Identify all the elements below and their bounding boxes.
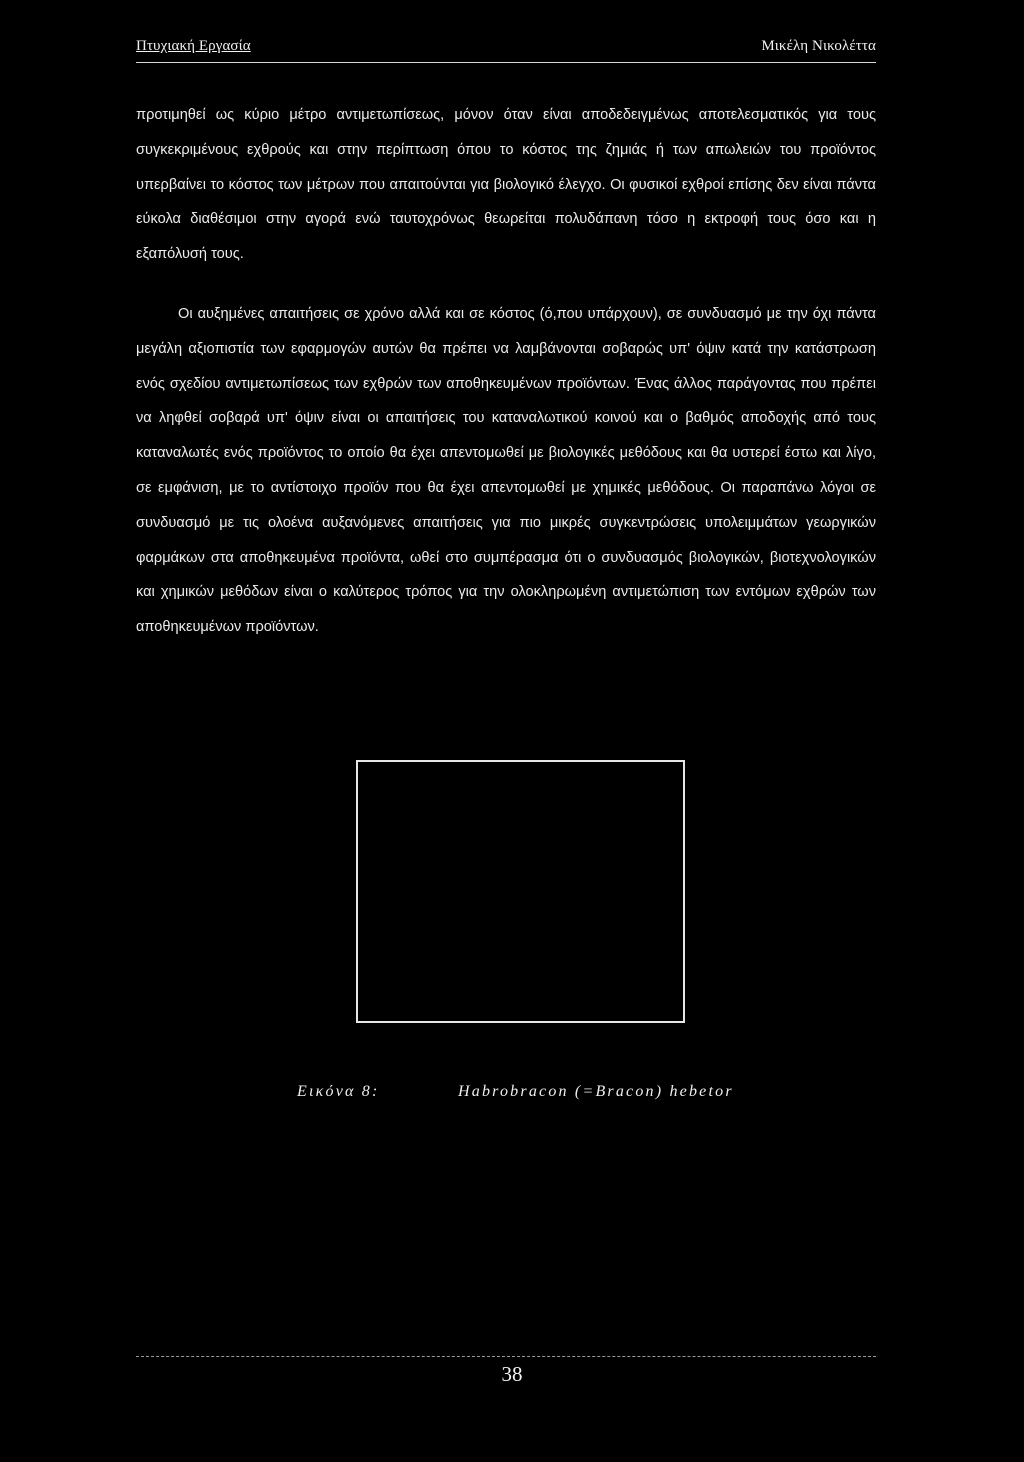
header-author: Μικέλη Νικολέττα: [761, 38, 876, 54]
header-thesis-title: Πτυχιακή Εργασία: [136, 38, 251, 54]
body-paragraph: προτιμηθεί ως κύριο μέτρο αντιμετωπίσεως, μόνον όταν είναι αποδεδειγμένως αποτελεσματικός για τους συγκεκριμένους εχθρούς και στην περίπτωση όπου το κόστος της ζημιάς ή των απωλειών του προϊόντος υπερβαίνει το κόστος των μέτρων που απαιτούνται για βιολογικό έλεγχο. Οι φυσικοί εχθροί επίσης δεν είναι πάντα εύκολα διαθέσιμοι στην αγορά ενώ ταυτοχρόνως θεωρείται πολυδάπανη τόσο η εκτροφή τους όσο και η εξαπόλυσή τους.: [136, 107, 876, 263]
page-header: [136, 36, 876, 63]
page-number: 38: [501, 1362, 523, 1386]
figure-caption: Habrobracon (=Bracon) hebetor: [458, 1083, 734, 1100]
body-paragraph: Οι αυξημένες απαιτήσεις σε χρόνο αλλά και σε κόστος (ό,που υπάρχουν), σε συνδυασμό με την όχι πάντα μεγάλη αξιοπιστία των εφαρμογών αυτών θα πρέπει να λαμβάνονται σοβαρώς υπ' όψιν κατά την κατάστρωση ενός σχεδίου αντιμετωπίσεως των εχθρών των αποθηκευμένων προϊόντων. Ένας άλλος παράγοντας που πρέπει να ληφθεί σοβαρά υπ' όψιν είναι οι απαιτήσεις του καταναλωτικού κοινού και ο βαθμός αποδοχής από τους καταναλωτές ενός προϊόντος το οποίο θα έχει απεντομωθεί με βιολογικές μεθόδους και θα υστερεί έστω και λίγο, σε εμφάνιση, με το αντίστοιχο προϊόν που θα έχει απεντομωθεί με χημικές μεθόδους. Οι παραπάνω λόγοι σε συνδυασμό με τις ολοένα αυξανόμενες απαιτήσεις για πιο μικρές συγκεντρώσεις υπολειμμάτων γεωργικών φαρμάκων στα αποθηκευμένα προϊόντα, ωθεί στο συμπέρασμα ότι ο συνδυασμός βιολογικών, βιοτεχνολογικών και χημικών μεθόδων είναι ο καλύτερος τρόπος για την ολοκληρωμένη αντιμετώπιση των εντόμων εχθρών των αποθηκευμένων προϊόντων.: [136, 306, 876, 636]
figure-image-placeholder: [356, 760, 685, 1023]
footer-divider: [136, 1356, 876, 1357]
figure-label: Εικόνα 8:: [297, 1083, 380, 1100]
